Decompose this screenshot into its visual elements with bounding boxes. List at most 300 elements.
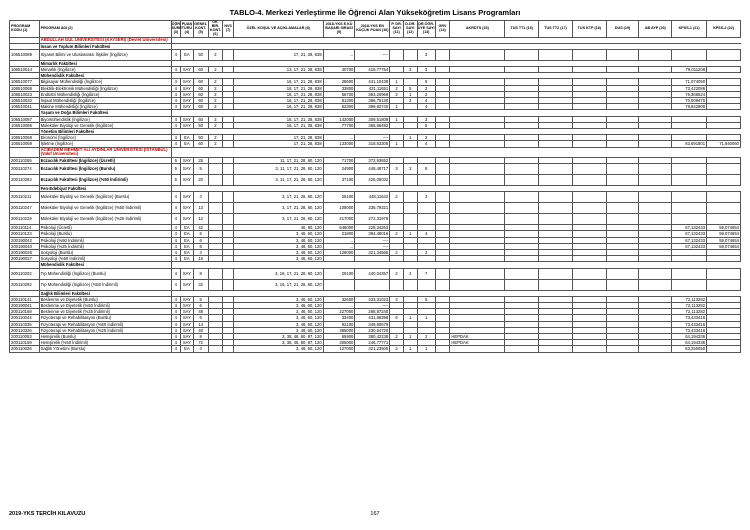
program-name: Fizyoterapi ve Rehabilitasyon (%50 İndirimli) [39,321,171,327]
table-cell: 67,132433 [672,237,707,243]
table-cell: 2 [417,135,435,141]
page-title: TABLO-4. Merkezi Yerleştirme İle Öğrenci Alan Yükseköğretim Lisans Programları [229,8,521,17]
table-cell: EA [181,231,194,237]
table-cell: EA [181,237,194,243]
table-cell: 2 [208,116,223,122]
table-cell [223,164,234,175]
table-cell: 3, 46, 60, 120 [233,237,323,243]
table-cell [672,268,707,279]
table-cell [572,214,606,225]
table-cell: 59,074654 [707,243,741,249]
program-name: Siyaset Bilimi ve Uluslararası İlişkiler (İngilizce) [39,49,171,60]
table-cell: 4 [171,268,181,279]
table-cell [208,279,223,290]
table-cell: 4 [193,192,208,203]
table-cell [450,279,505,290]
table-cell: 227000 [323,309,355,315]
table-cell: 60 [193,104,208,110]
table-cell [403,214,417,225]
column-header: 2018-YKS E.KÜ BAŞARI SIRASI (9) [323,21,355,38]
table-cell: 28600 [323,79,355,85]
table-cell: 1 [403,91,417,97]
table-cell [707,346,741,352]
table-cell [223,214,234,225]
table-cell: SAY [181,116,194,122]
table-cell: 3, 46, 60, 120 [233,315,323,321]
table-cell: 4 [193,250,208,256]
table-cell [505,203,539,214]
table-cell [606,279,639,290]
table-cell: 2 [417,91,435,97]
program-name: Moleküler Biyoloji ve Genetik (İngilizce) (Burslu) [39,192,171,203]
program-row [10,164,741,175]
table-cell: 3 [417,116,435,122]
table-cell [707,49,741,60]
program-code: 200110292 [10,279,40,290]
table-cell: 385000 [323,327,355,333]
table-cell: 73,433416 [672,321,707,327]
table-cell [208,203,223,214]
program-code: 106510041 [10,104,40,110]
table-cell: 3 [417,49,435,60]
table-cell: EA [181,141,194,147]
program-name: Fizyoterapi ve Rehabilitasyon (Burslu) [39,315,171,321]
table-cell [539,164,573,175]
table-cell: 4 [417,231,435,237]
table-cell: 4 [171,98,181,104]
table-cell: 3, 46, 60, 120 [233,256,323,262]
table-cell: 380,42238 [355,334,390,340]
table-cell [639,49,672,60]
table-cell: 105000 [323,203,355,214]
table-cell [672,49,707,60]
table-cell: 1 [403,231,417,237]
table-cell [707,175,741,186]
table-cell: 4 [171,243,181,249]
table-cell: 336,79321 [355,203,390,214]
table-cell: 4 [193,346,208,352]
table-cell [639,268,672,279]
table-cell: 72,113282 [672,303,707,309]
table-cell: 5 [171,164,181,175]
table-cell [417,214,435,225]
table-cell: 3, 46, 60, 120 [233,303,323,309]
table-cell: 59,074654 [707,231,741,237]
table-cell: 1 [417,315,435,321]
table-cell: 71700 [323,157,355,163]
table-cell: 3, 16, 17, 21, 28, 60, 120 [233,279,323,290]
table-cell: 5 [403,85,417,91]
program-name: Moleküler Biyoloji ve Genetik (İngilizce) (%50 İndirimli) [39,203,171,214]
program-code: 200110335 [10,321,40,327]
table-cell: 72 [193,340,208,346]
table-cell [435,164,450,175]
program-table [9,20,741,353]
table-cell: 73,433416 [672,327,707,333]
table-cell [505,268,539,279]
table-cell: 4 [171,135,181,141]
table-cell [606,346,639,352]
table-cell [390,279,404,290]
table-cell [417,203,435,214]
program-name: Hemşirelik (%50 İndirimli) [39,340,171,346]
table-cell: 13, 17, 21, 28, 838 [233,67,323,73]
table-cell: 1 [403,315,417,321]
table-cell: 3, 46, 60, 120 [233,309,323,315]
table-cell [10,147,40,157]
table-cell: 5 [171,157,181,163]
table-cell: 83,691801 [672,141,707,147]
table-cell: SAY [181,334,194,340]
program-name: Bilgisayar Mühendisliği (İngilizce) [39,79,171,85]
faculty-name: İnsan ve Toplum Bilimleri Fakültesi [39,43,171,49]
program-code: 200110326 [10,327,40,333]
table-cell [606,268,639,279]
table-cell [707,214,741,225]
table-cell: ---- [355,303,390,309]
program-code: 200110274 [10,164,40,175]
table-cell: EA [181,225,194,231]
table-cell: SAY [181,85,194,91]
table-cell: 3, 38, 46, 60, 87, 120 [233,334,323,340]
table-cell: 46, 60, 120 [233,225,323,231]
footer-guide-title: 2019-YKS TERCİH KILAVUZU [9,511,86,517]
table-cell: 6 [390,315,404,321]
table-cell: 60 [193,116,208,122]
table-cell: 126000 [323,250,355,256]
table-cell: SAY [181,192,194,203]
table-cell: 2 [208,98,223,104]
table-cell: HEPDAK [450,340,505,346]
table-cell: 63,250050 [672,346,707,352]
program-code: 200110053 [10,334,40,340]
table-cell: 4 [171,256,181,262]
table-cell: 2 [403,98,417,104]
table-cell [539,203,573,214]
column-header: AB AYP (20) [639,21,672,38]
program-name: Endüstri Mühendisliği (İngilizce) [39,91,171,97]
table-cell [606,192,639,203]
table-cell [390,214,404,225]
table-cell: 77700 [323,122,355,128]
table-cell: 3, 11, 17, 21, 28, 60, 120 [233,164,323,175]
program-code: 200110202 [10,268,40,279]
table-cell: 4 [390,296,404,302]
table-cell [572,346,606,352]
table-header-row [10,21,741,38]
table-cell: 3, 11, 17, 21, 28, 60, 120 [233,175,323,186]
table-cell: 3, 46, 60, 120 [233,346,323,352]
program-row [10,175,741,186]
table-cell [435,279,450,290]
table-cell: 50 [193,122,208,128]
program-code: 200190042 [10,237,40,243]
table-cell: 127000 [323,346,355,352]
table-cell: 4 [171,303,181,309]
table-cell: 73,422086 [672,85,707,91]
table-cell: 60 [193,67,208,73]
table-cell: 60 [193,91,208,97]
program-name: Sosyoloji (Burslu) [39,250,171,256]
table-cell [672,175,707,186]
table-cell [450,192,505,203]
table-cell [435,49,450,60]
table-cell: SAY [181,164,194,175]
column-header: D.DR. SAYI (12) [403,21,417,38]
table-cell: 6 [193,237,208,243]
table-cell [450,214,505,225]
table-cell [539,268,573,279]
table-cell: 2 [208,141,223,147]
table-cell: 6 [193,315,208,321]
table-cell [355,279,390,290]
table-cell: 17, 21, 28, 838 [233,141,323,147]
program-name: Hemşirelik (Burslu) [39,334,171,340]
table-cell: 56700 [323,91,355,97]
table-cell [639,214,672,225]
table-cell [572,268,606,279]
table-cell [539,175,573,186]
table-cell: 71,074050 [672,79,707,85]
table-cell [208,175,223,186]
table-cell: 399,82740 [355,104,390,110]
table-cell: 16, 17, 21, 28, 838 [233,85,323,91]
program-row [10,192,741,203]
table-cell: 1 [390,141,404,147]
table-cell: 6 [193,231,208,237]
table-cell: 8 [193,268,208,279]
program-code: 200110265 [10,157,40,163]
table-cell [707,203,741,214]
column-header: PROGRAM ADI (2) [39,21,171,38]
table-cell: 1 [390,79,404,85]
table-cell: 3, 17, 21, 28, 60, 120 [233,192,323,203]
program-name: Beslenme ve Diyetetik (Burslu) [39,296,171,302]
table-cell: 1 [417,346,435,352]
program-code: 106510023 [10,91,40,97]
program-name: İnşaat Mühendisliği (İngilizce) [39,98,171,104]
program-name: Psikoloji (Ücretli) [39,225,171,231]
table-cell: 3, 16, 17, 21, 28, 60, 120 [233,268,323,279]
table-cell: 4 [171,214,181,225]
table-cell: 52300 [323,104,355,110]
table-cell [539,214,573,225]
program-name: Moleküler Biyoloji ve Genetik (İngilizce) (%25 İndirimli) [39,214,171,225]
table-cell: 394,48016 [355,231,390,237]
table-cell: 646000 [323,225,355,231]
program-code: 200110114 [10,225,40,231]
table-cell: 431,11651 [355,85,390,91]
table-cell: SAY [181,98,194,104]
program-code: 106510087 [10,116,40,122]
table-cell [672,203,707,214]
table-cell: 16, 17, 21, 28, 838 [233,79,323,85]
program-name: Fizyoterapi ve Rehabilitasyon (%25 İndirimli) [39,327,171,333]
table-cell: 59,074654 [707,237,741,243]
column-header: ÖZEL KOŞUL VE AÇIKLAMALAR (8) [233,21,323,38]
table-cell [672,192,707,203]
table-cell: 228,34263 [355,225,390,231]
program-code: 106510059 [10,141,40,147]
table-cell [672,164,707,175]
table-cell: SAY [181,321,194,327]
table-cell: 4 [171,141,181,147]
table-cell: 4 [171,91,181,97]
table-cell: 2 [403,268,417,279]
table-cell [208,268,223,279]
program-row [10,214,741,225]
table-cell: 305000 [323,340,355,346]
program-code: 200110026 [10,346,40,352]
table-cell: EA [181,346,194,352]
table-cell: 64,194336 [672,340,707,346]
table-cell: EA [181,49,194,60]
table-cell: 6 [193,303,208,309]
table-cell: 133000 [323,141,355,147]
table-cell [417,279,435,290]
table-cell: 92100 [323,321,355,327]
column-header: DR.ÖĞR. ÜYE SAYI (13) [417,21,435,38]
program-name: Psikoloji (Burslu) [39,231,171,237]
table-cell: 3 [417,85,435,91]
table-cell: 4 [171,116,181,122]
table-cell [606,49,639,60]
table-cell: 4 [417,141,435,147]
table-cell: SAY [181,303,194,309]
program-row [10,203,741,214]
table-cell: 4 [171,296,181,302]
table-cell: 8 [193,334,208,340]
faculty-name: Yaşam ve Doğa Bilimleri Fakültesi [39,110,171,116]
table-cell [539,346,573,352]
table-cell: 4 [417,98,435,104]
table-cell: 2 [208,49,223,60]
faculty-name: Mühendislik Fakültesi [39,73,171,79]
table-cell: ---- [355,135,390,141]
table-cell: 2 [390,346,404,352]
table-cell [572,203,606,214]
table-cell: 25 [193,157,208,163]
program-code: 106510086 [10,122,40,128]
table-cell: 4 [171,49,181,60]
table-cell [707,268,741,279]
table-cell [639,279,672,290]
table-cell: EA [181,243,194,249]
table-cell [539,192,573,203]
table-cell: 3, 17, 21, 28, 60, 120 [233,203,323,214]
table-cell [539,49,573,60]
table-cell: 3 [390,164,404,175]
program-name: Beslenme ve Diyetetik (%50 İndirimli) [39,303,171,309]
program-name: Beslenme ve Diyetetik (%25 İndirimli) [39,309,171,315]
table-cell: 272,31978 [355,214,390,225]
table-cell: 16, 17, 21, 28, 838 [233,98,323,104]
table-cell: 3, 46, 60, 120 [233,250,323,256]
program-name: Biyomühendislik (İngilizce) [39,116,171,122]
table-cell: SAY [181,340,194,346]
table-cell [707,164,741,175]
program-code: 106510089 [10,49,40,60]
table-cell: 3, 38, 46, 60, 87, 120 [233,340,323,346]
table-cell [572,192,606,203]
table-cell: 6 [193,243,208,249]
program-name: Tıp Mühendisliği (İngilizce) (%50 İndirimli) [39,279,171,290]
table-cell [435,192,450,203]
table-cell: 40 [193,327,208,333]
table-cell: 2 [208,135,223,141]
column-header: TUS TT2 (17) [539,21,573,38]
table-cell [208,164,223,175]
program-code: 200190027 [10,256,40,262]
table-cell: 72,113282 [672,309,707,315]
program-code: 200110159 [10,340,40,346]
column-header: OK. BİR. KONT. (6) [209,20,221,36]
table-cell [435,203,450,214]
program-code: 200110168 [10,309,40,315]
table-cell: SAY [181,67,194,73]
table-cell: 3, 46, 60, 120 [233,296,323,302]
table-cell: 4 [171,225,181,231]
table-cell: 448,48717 [355,164,390,175]
table-cell: 16, 17, 21, 28, 838 [233,122,323,128]
program-code: 200190026 [10,250,40,256]
table-cell: 76,366524 [672,91,707,97]
table-cell [505,192,539,203]
column-header: 2018-YKS EN KÜÇÜK PUAN (10) [355,21,390,38]
table-cell: 4 [171,85,181,91]
table-cell: 33800 [323,85,355,91]
table-cell: 2 [390,268,404,279]
table-cell: SAY [181,279,194,290]
table-cell: 67,132433 [672,231,707,237]
table-cell: ... [323,243,355,249]
table-cell: EA [181,250,194,256]
table-cell: SAY [181,91,194,97]
table-cell [403,175,417,186]
table-cell [223,203,234,214]
program-name: Sosyoloji (%50 İndirimli) [39,256,171,262]
table-cell: 1 [403,346,417,352]
table-cell: 9 [417,164,435,175]
table-cell: 1 [403,334,417,340]
table-cell: 4 [171,122,181,128]
table-cell: 2 [208,67,223,73]
table-cell: 4 [171,231,181,237]
table-cell: 2 [390,85,404,91]
program-row [10,279,741,290]
table-cell: 4 [171,315,181,321]
table-cell: 14 [193,321,208,327]
table-cell: 3, 46, 60, 120 [233,231,323,237]
table-cell: 17, 21, 28, 838 [233,135,323,141]
table-cell: 3 [417,67,435,73]
program-name: Ekonomi (İngilizce) [39,135,171,141]
program-row [10,268,741,279]
table-cell [208,346,223,352]
table-cell: 433,31023 [355,296,390,302]
faculty-name: Mühendislik Fakültesi [39,262,171,268]
program-code: 200110229 [10,214,40,225]
table-cell [505,346,539,352]
table-cell: 16, 17, 21, 28, 838 [233,104,323,110]
table-cell: 349,80679 [355,321,390,327]
table-cell: SAY [181,214,194,225]
table-cell: 60 [193,85,208,91]
table-cell: 32600 [323,296,355,302]
table-cell: SAY [181,79,194,85]
table-cell: ... [323,237,355,243]
table-cell [450,346,505,352]
